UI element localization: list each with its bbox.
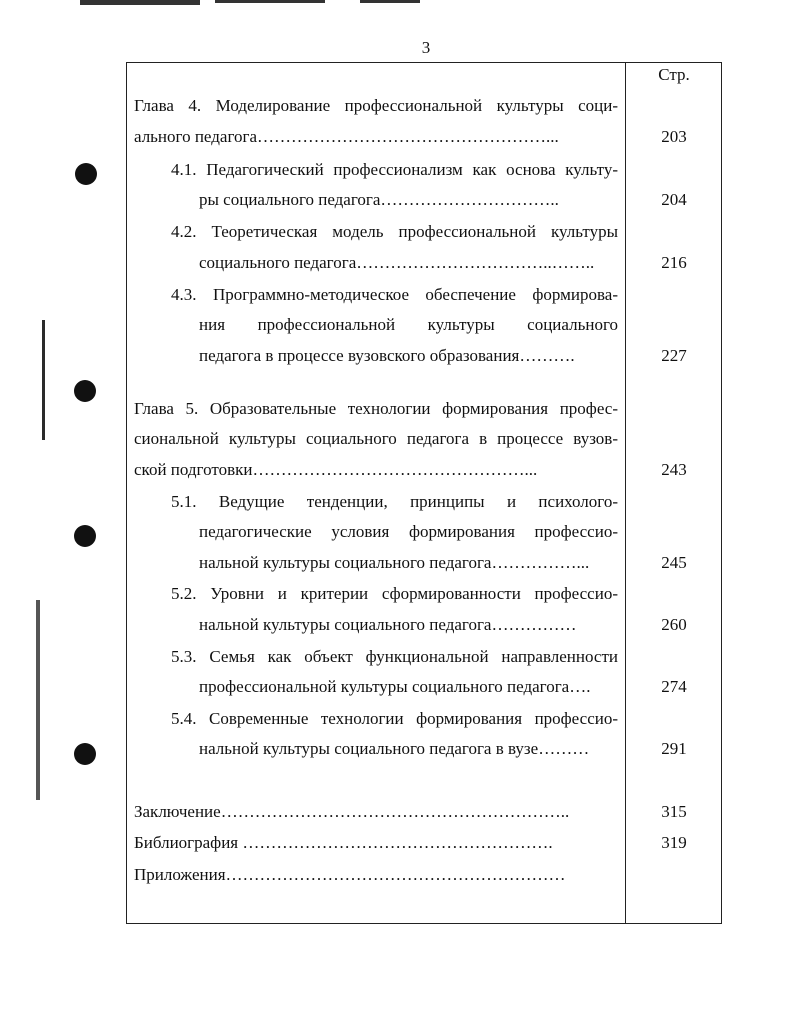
- section-5-2-page: 260: [661, 615, 687, 634]
- chapter-5-title: сиональной культуры социального педагога в процессе вузов-: [134, 429, 618, 448]
- section-4-2: социального педагога……………………………..……..: [199, 253, 595, 272]
- column-divider: [625, 63, 626, 923]
- conclusion-entry: Заключение……………………………………………………..: [134, 802, 570, 821]
- section-5-3: профессиональной культуры социального педагога….: [199, 677, 591, 696]
- binder-hole: [74, 525, 96, 547]
- section-4-1: 4.1. Педагогический профессионализм как основа культу-: [171, 160, 618, 179]
- section-4-1-page: 204: [661, 190, 687, 209]
- section-5-4: нальной культуры социального педагога в вузе………: [199, 739, 590, 758]
- section-4-3: педагога в процессе вузовского образования……….: [199, 346, 575, 365]
- section-5-1-page: 245: [661, 553, 687, 572]
- scan-smudge-top: [80, 0, 200, 5]
- binder-hole: [75, 163, 97, 185]
- binder-hole: [74, 743, 96, 765]
- section-4-2-page: 216: [661, 253, 687, 272]
- scan-edge-mark: [36, 600, 40, 800]
- section-5-2: нальной культуры социального педагога……………: [199, 615, 577, 634]
- page-column-header: Стр.: [658, 65, 690, 84]
- section-4-2: 4.2. Теоретическая модель профессиональной культуры: [171, 222, 618, 241]
- chapter-4-title: Глава 4. Моделирование профессиональной культуры соци-: [134, 96, 618, 115]
- section-5-3: 5.3. Семья как объект функциональной направленности: [171, 647, 618, 666]
- section-4-3: ния профессиональной культуры социального: [199, 315, 618, 334]
- section-4-1: ры социального педагога…………………………..: [199, 190, 559, 209]
- chapter-5-page: 243: [661, 460, 687, 479]
- binder-hole: [74, 380, 96, 402]
- bibliography-page: 319: [661, 833, 687, 852]
- scan-smudge-top: [360, 0, 420, 3]
- section-4-3: 4.3. Программно-методическое обеспечение формирова-: [171, 285, 618, 304]
- chapter-4-title: ального педагога……………………………………………...: [134, 127, 559, 146]
- section-5-4-page: 291: [661, 739, 687, 758]
- bibliography-entry: Библиография ……………………………………………….: [134, 833, 553, 852]
- appendices-entry: Приложения……………………………………………………: [134, 865, 566, 884]
- table-of-contents: [126, 62, 722, 924]
- section-4-3-page: 227: [661, 346, 687, 365]
- chapter-4-page: 203: [661, 127, 687, 146]
- scan-smudge-top: [215, 0, 325, 3]
- scan-edge-mark: [42, 320, 45, 440]
- section-5-1: нальной культуры социального педагога……………...: [199, 553, 590, 572]
- chapter-5-title: ской подготовки…………………………………………...: [134, 460, 538, 479]
- section-5-1: педагогические условия формирования профессио-: [199, 522, 618, 541]
- chapter-5-title: Глава 5. Образовательные технологии формирования профес-: [134, 399, 618, 418]
- section-5-4: 5.4. Современные технологии формирования профессио-: [171, 709, 618, 728]
- conclusion-page: 315: [661, 802, 687, 821]
- page-number: 3: [421, 38, 431, 57]
- section-5-2: 5.2. Уровни и критерии сформированности профессио-: [171, 584, 618, 603]
- section-5-3-page: 274: [661, 677, 687, 696]
- section-5-1: 5.1. Ведущие тенденции, принципы и психолого-: [171, 492, 618, 511]
